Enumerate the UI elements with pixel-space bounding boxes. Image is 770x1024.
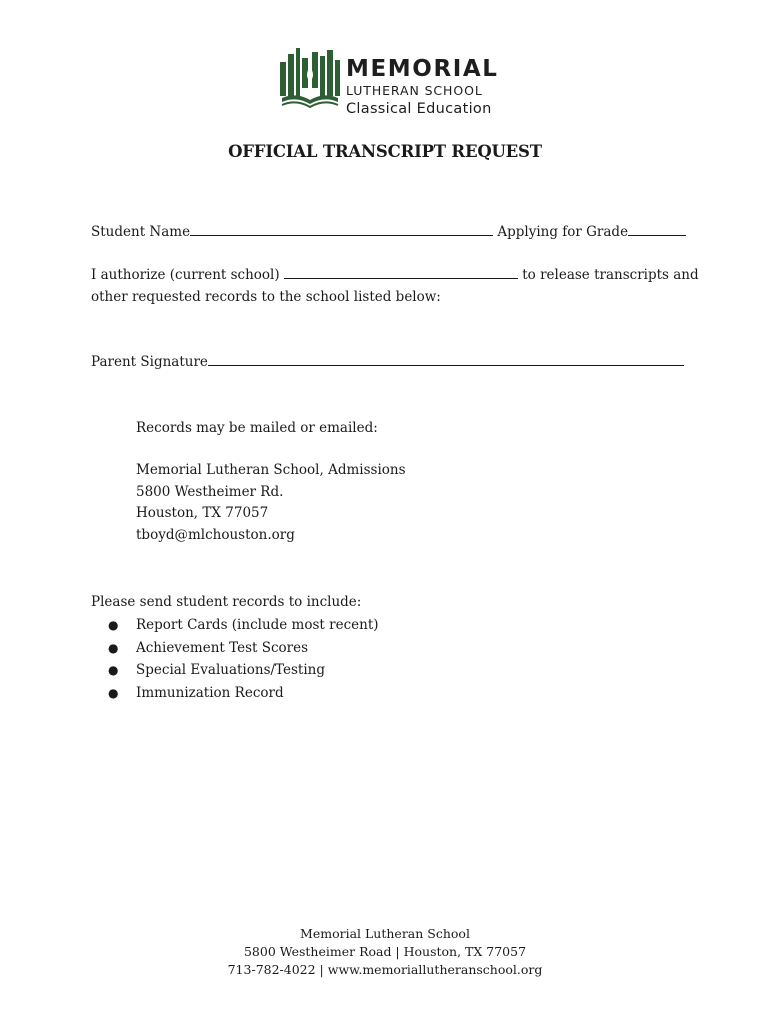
list-item: ● Report Cards (include most recent) — [108, 614, 379, 637]
logo-subtitle: LUTHERAN SCHOOL — [346, 83, 483, 98]
list-item: ● Achievement Test Scores — [108, 637, 379, 660]
authorize-line2: other requested records to the school listed below: — [91, 289, 441, 305]
authorize-label: I authorize (current school) — [91, 267, 280, 283]
footer-address: 5800 Westheimer Road | Houston, TX 77057 — [243, 944, 527, 959]
student-row — [91, 222, 681, 243]
bullet-icon: ● — [108, 663, 119, 677]
address-email: tboyd@mlchouston.org — [136, 526, 295, 543]
parent-signature-row — [91, 352, 684, 373]
list-item: ● Immunization Record — [108, 682, 379, 705]
current-school-field[interactable] — [284, 265, 518, 279]
page-footer — [0, 925, 770, 979]
address-name: Memorial Lutheran School, Admissions — [136, 462, 406, 478]
address-city: Houston, TX 77057 — [136, 505, 269, 521]
student-name-field[interactable] — [190, 222, 493, 236]
authorize-row — [91, 265, 699, 286]
list-item: ● Special Evaluations/Testing — [108, 659, 379, 682]
footer-school-name: Memorial Lutheran School — [300, 926, 470, 941]
records-heading: Please send student records to include: — [91, 594, 362, 610]
bullet-icon: ● — [108, 640, 119, 655]
records-list — [108, 614, 379, 704]
parent-signature-label: Parent Signature — [91, 354, 208, 370]
mailing-address — [136, 460, 406, 546]
authorize-suffix: to release transcripts and — [522, 267, 699, 283]
school-logo — [278, 46, 498, 122]
skyline-book-icon — [278, 48, 342, 112]
bullet-icon: ● — [108, 685, 119, 700]
parent-signature-field[interactable] — [208, 352, 684, 366]
student-name-label: Student Name — [91, 224, 191, 240]
logo-title: MEMORIAL — [346, 56, 499, 82]
page-title: OFFICIAL TRANSCRIPT REQUEST — [228, 142, 542, 161]
address-street: 5800 Westheimer Rd. — [136, 483, 284, 500]
grade-label: Applying for Grade — [497, 224, 629, 240]
grade-field[interactable] — [628, 222, 686, 236]
logo-tagline: Classical Education — [346, 101, 492, 117]
bullet-icon: ● — [108, 618, 119, 632]
records-note: Records may be mailed or emailed: — [136, 420, 378, 436]
footer-contact: 713-782-4022 | www.memoriallutheranschool.org — [227, 962, 543, 977]
